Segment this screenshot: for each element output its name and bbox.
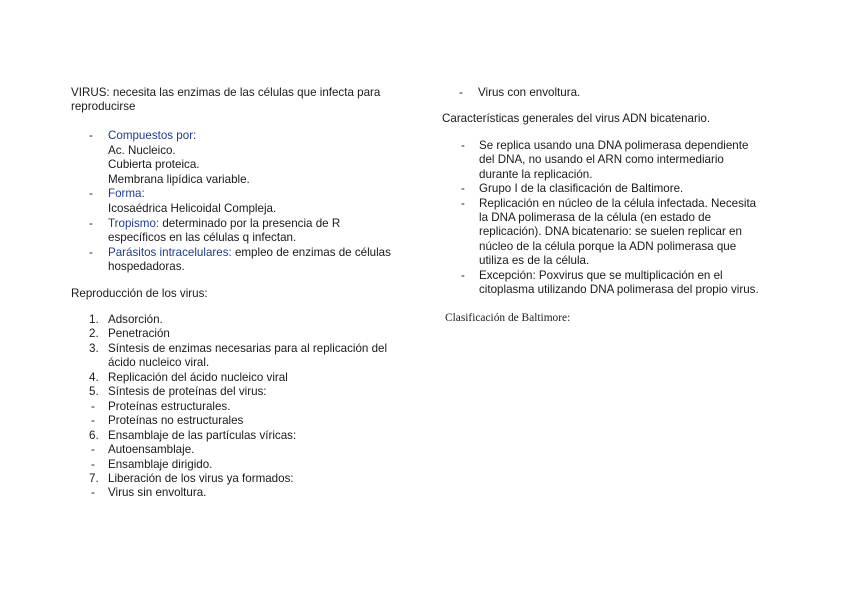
list-item bbox=[108, 173, 250, 187]
item-text: Membrana lipídica variable. bbox=[108, 172, 250, 186]
item-text: empleo de enzimas de células bbox=[231, 245, 391, 259]
bullet-text: replicación). DNA bicatenario: se suelen replicar en bbox=[479, 225, 742, 239]
bullet-text: del DNA, no usando el ARN como intermediario bbox=[479, 153, 724, 167]
virus-enveloped-item: Virus con envoltura. bbox=[478, 86, 581, 99]
bullet-text: Excepción: Poxvirus que se multiplicación en el bbox=[479, 268, 723, 282]
item-label: Forma: bbox=[108, 187, 145, 201]
step-text: Síntesis de enzimas necesarias para al replicación del bbox=[108, 341, 388, 355]
item-text: hospedadoras. bbox=[108, 260, 185, 274]
step-text: Ensamblaje de las partículas víricas: bbox=[108, 428, 297, 442]
reproduction-heading: Reproducción de los virus: bbox=[71, 287, 208, 300]
list-item bbox=[108, 158, 200, 172]
bullet-text: Grupo I de la clasificación de Baltimore. bbox=[479, 182, 684, 196]
list-item bbox=[108, 129, 196, 143]
step-marker: 6. bbox=[89, 428, 99, 442]
step-marker: 2. bbox=[89, 327, 99, 341]
step-marker: 4. bbox=[89, 370, 99, 384]
step-marker: - bbox=[91, 399, 95, 413]
step-text: Ensamblaje dirigido. bbox=[108, 457, 213, 471]
list-dash: - bbox=[89, 187, 93, 201]
step-text: Adsorción. bbox=[108, 313, 163, 326]
step-marker: 5. bbox=[89, 385, 99, 399]
item-text: específicos en las células q infectan. bbox=[108, 231, 297, 245]
item-label: Parásitos intracelulares: bbox=[108, 245, 232, 259]
step-marker: - bbox=[91, 414, 95, 428]
step-marker: 3. bbox=[89, 341, 99, 355]
list-item bbox=[108, 202, 276, 216]
intro-line-1: VIRUS: necesita las enzimas de las células que infecta para bbox=[71, 86, 381, 99]
step-text: Virus sin envoltura. bbox=[108, 486, 207, 500]
baltimore-heading: Clasificación de Baltimore: bbox=[445, 312, 571, 324]
step-text: ácido nucleico viral. bbox=[108, 356, 210, 370]
step-marker: 7. bbox=[89, 471, 99, 485]
step-marker: 1. bbox=[89, 313, 99, 326]
list-dash: - bbox=[89, 245, 93, 259]
left-column bbox=[71, 86, 411, 115]
bullet-text: núcleo de la célula porque la ADN polimerasa que bbox=[479, 239, 737, 253]
list-item bbox=[108, 217, 340, 231]
item-text: Ac. Nucleico. bbox=[108, 143, 176, 157]
step-text: Proteínas estructurales. bbox=[108, 399, 231, 413]
item-text: determinado por la presencia de R bbox=[159, 216, 341, 230]
bullet-text: durante la replicación. bbox=[479, 167, 593, 181]
item-text: Icosaédrica Helicoidal Compleja. bbox=[108, 202, 277, 215]
bullet-text: Replicación en núcleo de la célula infectada. Necesita bbox=[479, 196, 757, 210]
step-marker: - bbox=[91, 443, 95, 457]
step-text: Proteínas no estructurales bbox=[108, 414, 244, 428]
list-item bbox=[108, 260, 185, 274]
item-text: Cubierta proteica. bbox=[108, 158, 200, 172]
bullet-text: utiliza es de la célula. bbox=[479, 254, 590, 268]
bullet-text: citoplasma utilizando DNA polimerasa del propio virus. bbox=[479, 283, 759, 296]
dsdna-heading: Características generales del virus ADN bicatenario. bbox=[442, 112, 711, 125]
list-item bbox=[108, 246, 391, 260]
step-text: Autoensamblaje. bbox=[108, 443, 195, 457]
step-marker: - bbox=[91, 457, 95, 471]
list-dash: - bbox=[461, 196, 465, 210]
list-dash: - bbox=[89, 216, 93, 230]
step-text: Liberación de los virus ya formados: bbox=[108, 471, 294, 485]
list-item bbox=[108, 187, 145, 201]
intro-line-2: reproducirse bbox=[71, 100, 136, 114]
bullet-text: Se replica usando una DNA polimerasa dependiente bbox=[479, 139, 749, 152]
list-dash: - bbox=[461, 182, 465, 196]
list-item bbox=[108, 231, 296, 245]
bullet-text: la DNA polimerasa de la célula (en estado de bbox=[479, 211, 712, 224]
step-marker: - bbox=[91, 486, 95, 500]
item-label: Compuestos por: bbox=[108, 129, 197, 142]
list-dash: - bbox=[461, 268, 465, 282]
list-dash: - bbox=[459, 86, 463, 99]
list-dash: - bbox=[461, 139, 465, 152]
list-item bbox=[108, 144, 176, 158]
step-text: Síntesis de proteínas del virus: bbox=[108, 385, 267, 399]
item-label: Tropismo: bbox=[108, 216, 160, 230]
step-text: Replicación del ácido nucleico viral bbox=[108, 370, 288, 384]
step-text: Penetración bbox=[108, 327, 170, 341]
list-dash: - bbox=[89, 129, 93, 142]
